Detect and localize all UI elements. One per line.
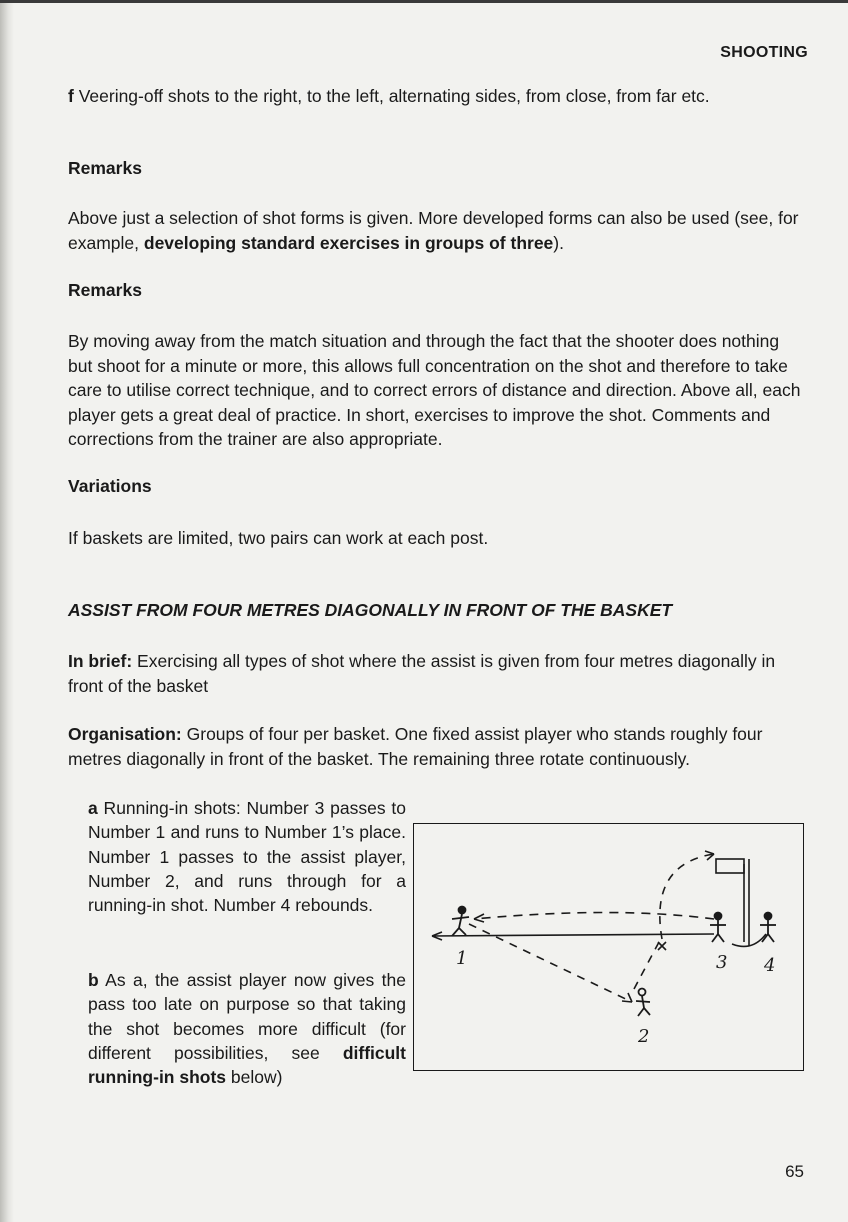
item-a-letter: a <box>88 798 98 818</box>
shot-position-mark <box>658 942 666 950</box>
section-title: ASSIST FROM FOUR METRES DIAGONALLY IN FRONT OF THE BASKET <box>68 600 673 620</box>
item-a-text: Running-in shots: Number 3 passes to Number 1 and runs to Number 1’s place. Number 1 passes to the assist player, Number 2, and runs through for a running-in shot. Number 4 rebounds. <box>88 798 406 916</box>
remarks-1-text-before: Above just a selection of shot forms is given. More developed forms can also be used (see, for example, <box>68 208 799 253</box>
running-header: SHOOTING <box>720 44 808 61</box>
shot-arc <box>660 854 714 939</box>
label-player-1: 1 <box>456 948 468 969</box>
page-binding-shadow <box>0 0 14 1222</box>
pass-line-2-to-shot <box>634 942 659 989</box>
in-brief-text: Exercising all types of shot where the assist is given from four metres diagonally in front of the basket <box>68 651 776 696</box>
variations-heading: Variations <box>68 476 152 496</box>
basket-rim <box>716 859 744 873</box>
pass-line-3-to-1 <box>432 934 714 936</box>
remarks-heading-1: Remarks <box>68 158 142 178</box>
page-top-edge <box>0 0 848 3</box>
item-b-text-after: below) <box>226 1067 283 1088</box>
label-player-4: 4 <box>764 955 776 976</box>
page-number: 65 <box>785 1162 804 1181</box>
run-line-3-to-1 <box>474 913 714 920</box>
remarks-paragraph-2: By moving away from the match situation and through the fact that the shooter does nothing but shoot for a minute or more, this allows full concentration on the shot and therefore to take care to utilise correct technique, and to correct errors of distance and direction. Above all, each player gets a great deal of practice. In short, exercises to improve the shot. Comments and corrections from the trainer are also appropriate. <box>68 331 801 449</box>
item-f-text: Veering-off shots to the right, to the left, alternating sides, from close, from far etc. <box>73 86 710 106</box>
item-b-text-before: As a, the assist player now gives the pass too late on purpose so that taking the shot becomes more difficult (for different possibilities, see <box>88 970 406 1063</box>
remarks-paragraph-1 <box>68 206 806 255</box>
organisation-label: Organisation: <box>68 724 182 744</box>
item-b-letter: b <box>88 970 99 990</box>
in-brief-paragraph <box>68 649 806 698</box>
item-f-paragraph <box>68 84 806 109</box>
variations-paragraph: If baskets are limited, two pairs can work at each post. <box>68 528 489 548</box>
remarks-1-bold-ref: developing standard exercises in groups of three <box>143 232 554 253</box>
drill-diagram-svg <box>414 824 802 1069</box>
item-f-letter: f <box>68 86 74 106</box>
player-2-figure <box>636 989 650 1017</box>
label-player-2: 2 <box>638 1026 650 1047</box>
player-1-figure <box>452 907 469 937</box>
organisation-text: Groups of four per basket. One fixed assist player who stands roughly four metres diagonally in front of the basket. The remaining three rotate continuously. <box>68 724 763 769</box>
label-player-3: 3 <box>716 952 728 973</box>
remarks-1-text-after: ). <box>553 232 564 253</box>
item-a-paragraph <box>88 796 406 917</box>
organisation-paragraph <box>68 722 806 771</box>
remarks-heading-2: Remarks <box>68 280 142 300</box>
player-3-figure <box>710 913 726 943</box>
item-b-bold-ref: difficult running-in shots <box>88 1042 406 1088</box>
item-b-paragraph <box>88 968 406 1089</box>
in-brief-label: In brief: <box>68 651 133 671</box>
drill-diagram <box>413 823 804 1071</box>
